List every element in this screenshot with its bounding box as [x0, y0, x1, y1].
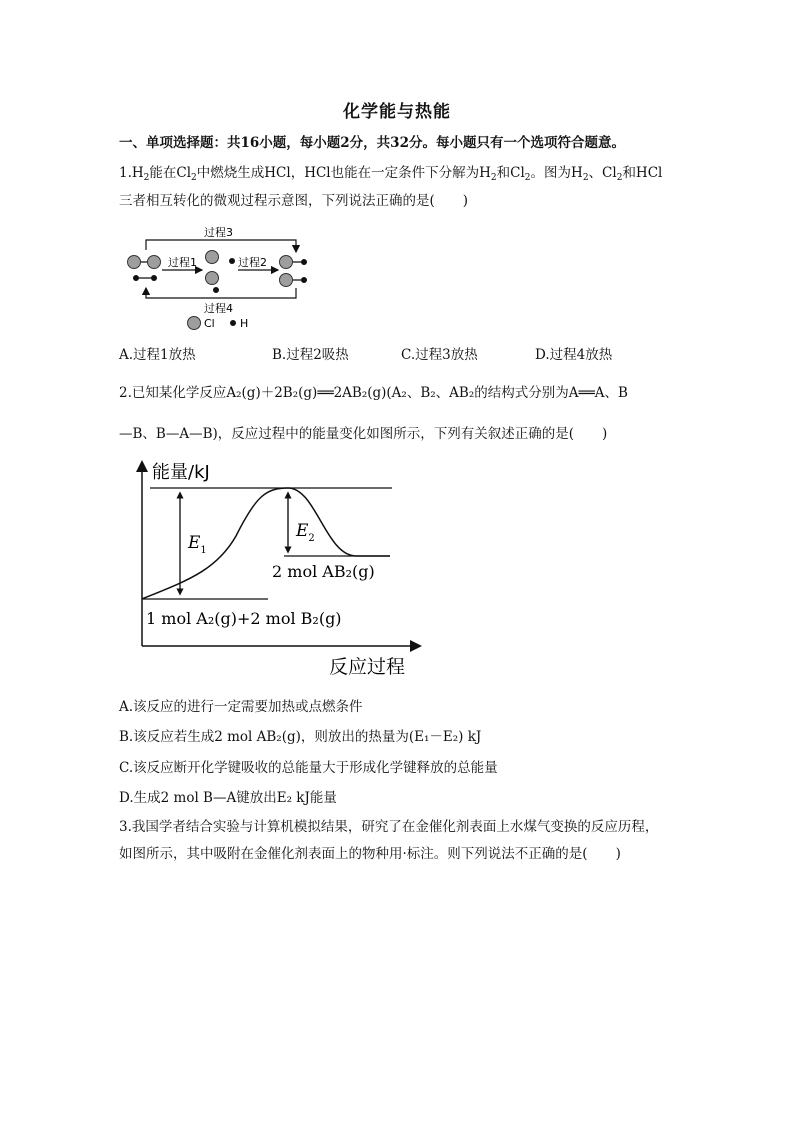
- q1-text-line2: 三者相互转化的微观过程示意图，下列说法正确的是(: [119, 193, 435, 209]
- y-axis-label: 能量/kJ: [152, 462, 210, 483]
- q1-close-paren: ): [462, 193, 469, 209]
- e1-label: $E_1$: [188, 533, 207, 556]
- q2-close-paren: ): [602, 426, 608, 442]
- q2-energy-diagram: [126, 456, 426, 684]
- h-atom: [229, 258, 235, 264]
- process2-label: 过程2: [238, 256, 267, 269]
- process4-arrow: [146, 288, 296, 298]
- process1-label: 过程1: [168, 256, 197, 269]
- q3-stem-line2: [119, 844, 679, 864]
- q1-option-a[interactable]: A.过程1放热: [119, 347, 196, 363]
- legend-h-label: H: [240, 317, 249, 330]
- h2-molecule-atom: [133, 275, 139, 281]
- section-heading: 一、单项选择题：共16小题，每小题2分，共32分。每小题只有一个选项符合题意。: [119, 135, 625, 151]
- cl2-molecule-atom: [128, 256, 141, 269]
- x-axis-label: 反应过程: [329, 656, 406, 678]
- cl-atom: [206, 251, 219, 264]
- q1-text-g: 和HCl: [622, 165, 663, 181]
- q1-option-d[interactable]: D.过程4放热: [535, 347, 613, 363]
- q3-stem-line1: 3.我国学者结合实验与计算机模拟结果，研究了在金催化剂表面上水煤气变换的反应历程，: [119, 819, 659, 835]
- e2-label: $E_2$: [296, 521, 315, 544]
- q1-stem-line2: [119, 191, 679, 211]
- q2-stem-line2: [119, 424, 679, 444]
- process4-label: 过程4: [204, 302, 233, 315]
- q1-option-c[interactable]: C.过程3放热: [401, 347, 478, 363]
- q1-molecule-diagram: [120, 222, 320, 334]
- page-title: 化学能与热能: [343, 102, 451, 122]
- q2-stem-line1: 2.已知某化学反应A₂(g)＋2B₂(g)══2AB₂(g)(A₂、B₂、AB₂的结构式分别为A══A、B: [119, 385, 628, 401]
- h2-molecule-atom: [151, 275, 157, 281]
- q2-option-d[interactable]: D.生成2 mol B—A键放出E₂ kJ能量: [119, 790, 337, 806]
- q2-option-a[interactable]: A.该反应的进行一定需要加热或点燃条件: [119, 699, 363, 715]
- process3-arrow: [146, 240, 296, 252]
- product-label: 2 mol AB₂(g): [272, 562, 375, 581]
- legend-cl-swatch: [188, 317, 201, 330]
- q3-close-paren: ): [615, 846, 621, 862]
- q3-text-line2: 如图所示，其中吸附在金催化剂表面上的物种用·标注。则下列说法不正确的是(: [119, 846, 588, 862]
- q2-text-line2: —B、B—A—B)，反应过程中的能量变化如图所示，下列有关叙述正确的是(: [119, 426, 575, 442]
- legend-cl-label: Cl: [204, 317, 215, 330]
- q1-text-d: 和Cl: [496, 165, 525, 181]
- hcl-molecule-h: [301, 259, 307, 265]
- hcl-molecule-h: [301, 277, 307, 283]
- q1-option-b[interactable]: B.过程2吸热: [272, 347, 349, 363]
- q1-text-c: 中燃烧生成HCl，HCl也能在一定条件下分解为H: [196, 165, 491, 181]
- cl2-molecule-atom: [148, 256, 161, 269]
- q1-text-e: 。图为H: [530, 165, 583, 181]
- process3-label: 过程3: [204, 226, 233, 239]
- reactant-label: 1 mol A₂(g)+2 mol B₂(g): [146, 609, 342, 628]
- hcl-molecule-cl: [280, 274, 293, 287]
- energy-curve: [142, 488, 390, 599]
- q1-text-b: 能在Cl: [149, 165, 192, 181]
- q2-option-b[interactable]: B.该反应若生成2 mol AB₂(g)，则放出的热量为(E₁－E₂) kJ: [119, 729, 482, 745]
- legend-h-swatch: [230, 320, 236, 326]
- q1-stem-line1: $1.H_2$能在$Cl_2$中燃烧生成HCl，HCl也能在一定条件下分解为$H_2$和$Cl_2$。图为$H_2$、$Cl_2$和HCl: [119, 165, 663, 183]
- h-atom: [213, 287, 219, 293]
- q1-text-a: 1.H: [119, 165, 144, 181]
- hcl-molecule-cl: [280, 256, 293, 269]
- q1-text-f: 、Cl: [588, 165, 617, 181]
- q2-option-c[interactable]: C.该反应断开化学键吸收的总能量大于形成化学键释放的总能量: [119, 760, 498, 776]
- cl-atom: [206, 272, 219, 285]
